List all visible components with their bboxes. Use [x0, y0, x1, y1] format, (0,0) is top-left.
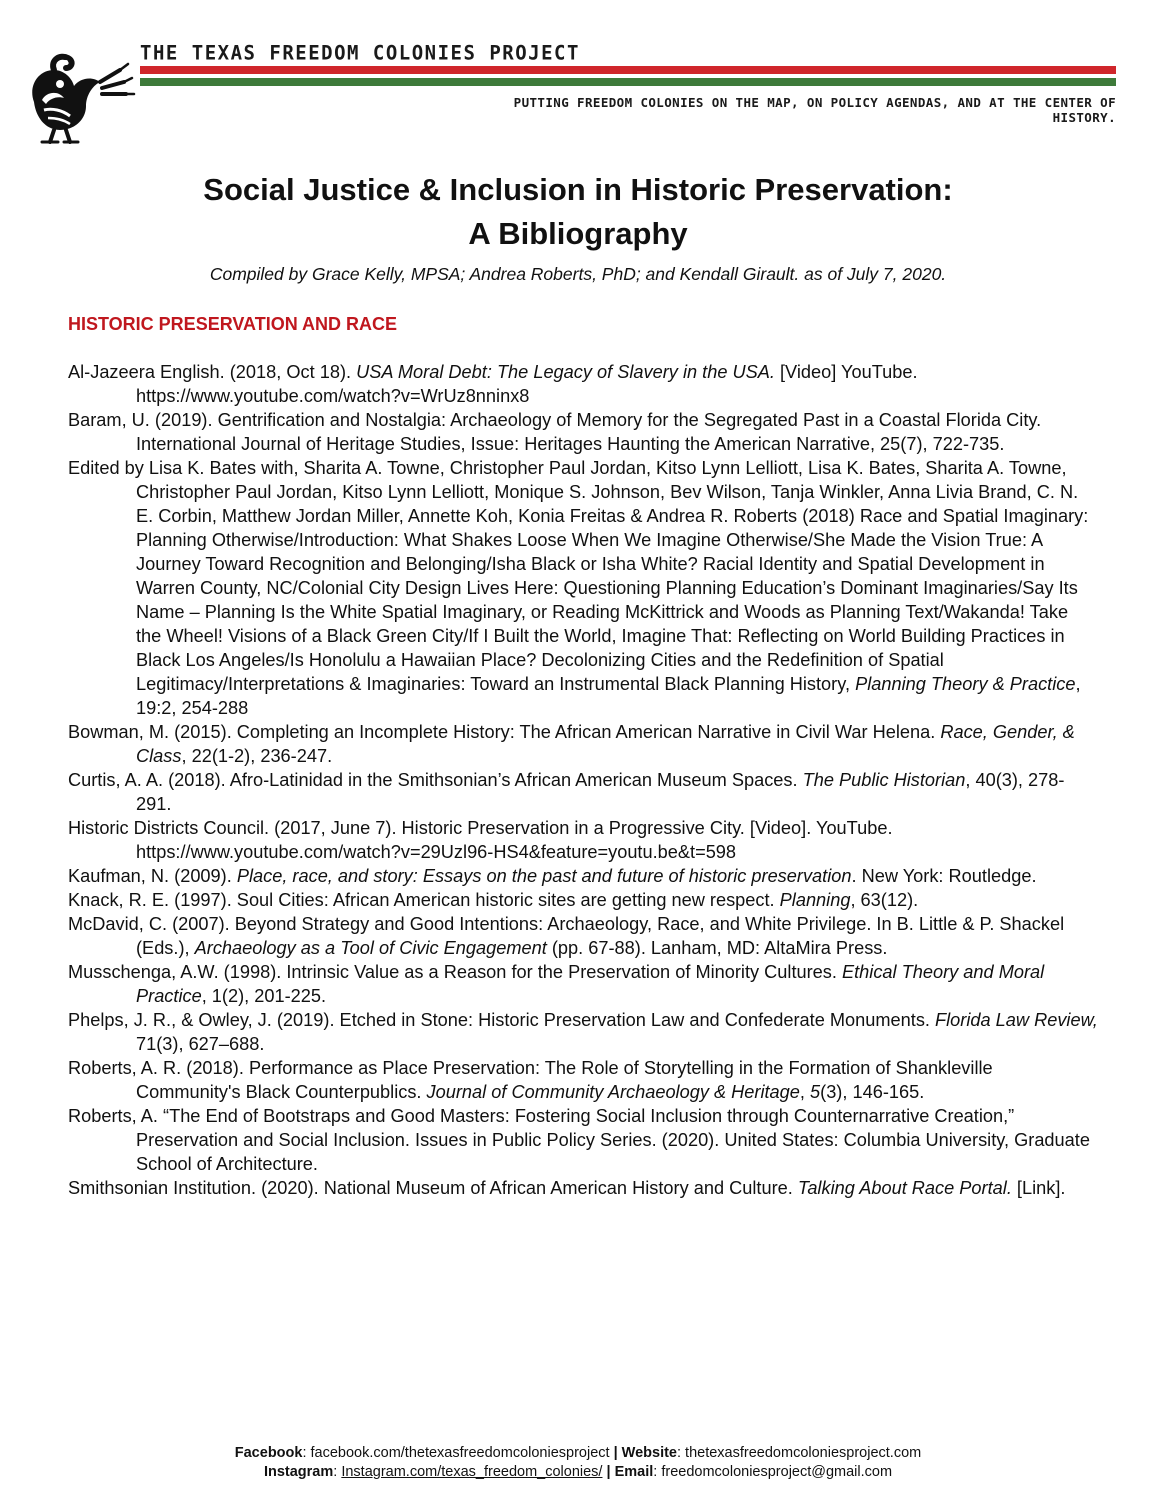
ref-title: Planning Theory & Practice [855, 674, 1076, 694]
reference-entry [68, 408, 1098, 456]
reference-entry [68, 456, 1098, 720]
reference-entry [68, 768, 1098, 816]
ref-text: Roberts, A. R. (2018). Performance as Place Preservation: The Role of Storytelling in the Formation of Shankleville Community's Black Counterpublics. [68, 1058, 993, 1102]
compiled-by-line: Compiled by Grace Kelly, MPSA; Andrea Roberts, PhD; and Kendall Girault. as of July 7, 2020. [209, 264, 947, 284]
reference-entry [68, 816, 1098, 864]
ref-volume: 5 [810, 1082, 821, 1102]
tagline: PUTTING FREEDOM COLONIES ON THE MAP, ON POLICY AGENDAS, AND AT THE CENTER OF HISTORY. [513, 95, 1116, 125]
footer-text: : [333, 1464, 342, 1480]
ref-text: , 63(12). [850, 890, 919, 910]
ref-text: (3), 146-165. [820, 1082, 925, 1102]
ref-text: , [799, 1082, 811, 1102]
ref-title: Ethical Theory and Moral Practice [136, 962, 1045, 1006]
ref-text: 71(3), 627–688. [136, 1034, 265, 1054]
email-link[interactable]: : freedomcoloniesproject@gmail.com [653, 1464, 893, 1480]
email-label: Email [614, 1464, 654, 1480]
reference-list [68, 360, 1098, 1200]
ref-title: Race, Gender, & Class [136, 722, 1075, 766]
ref-text: Knack, R. E. (1997). Soul Cities: African American historic sites are getting new respect. [68, 890, 780, 910]
ref-text: Al-Jazeera English. (2018, Oct 18). [68, 362, 357, 382]
ref-text: Smithsonian Institution. (2020). National Museum of African American History and Culture. [68, 1178, 798, 1198]
ref-text: Historic Districts Council. (2017, June 7). Historic Preservation in a Progressive City. [Video]. YouTube. https://www.youtube.com/watch?v=29Uzl96-HS4&feature=youtu.be&t=598 [68, 818, 893, 862]
footer-separator: | [602, 1464, 615, 1480]
ref-text: Phelps, J. R., & Owley, J. (2019). Etched in Stone: Historic Preservation Law and Confederate Monuments. [68, 1010, 936, 1030]
contact-footer [0, 1444, 1156, 1482]
facebook-link[interactable]: : facebook.com/thetexasfreedomcoloniesproject [302, 1445, 614, 1461]
website-link[interactable]: : thetexasfreedomcoloniesproject.com [677, 1445, 922, 1461]
ref-text: Bowman, M. (2015). Completing an Incomplete History: The African American Narrative in Civil War Helena. [68, 722, 941, 742]
ref-title: Planning [779, 890, 851, 910]
ref-text: Curtis, A. A. (2018). Afro-Latinidad in the Smithsonian’s African American Museum Spaces. [68, 770, 803, 790]
document-title-line-1: Social Justice & Inclusion in Historic Preservation: [203, 172, 953, 207]
reference-entry [68, 960, 1098, 1008]
document-title-line-2: A Bibliography [468, 216, 688, 251]
letterhead [0, 0, 1156, 150]
ref-text: [Video] YouTube. https://www.youtube.com/watch?v=WrUz8nninx8 [136, 362, 918, 406]
reference-entry [68, 1104, 1098, 1176]
ref-text: , 19:2, 254-288 [136, 674, 1081, 718]
reference-entry [68, 912, 1098, 960]
ref-text: . New York: Routledge. [851, 866, 1037, 886]
ref-text: (pp. 67-88). Lanham, MD: AltaMira Press. [546, 938, 888, 958]
reference-entry [68, 1176, 1098, 1200]
reference-entry [68, 360, 1098, 408]
ref-title: Journal of Community Archaeology & Heritage [426, 1082, 800, 1102]
ref-text: [Link]. [1011, 1178, 1066, 1198]
ref-text: , 22(1-2), 236-247. [181, 746, 333, 766]
instagram-label: Instagram [263, 1464, 334, 1480]
organization-name: THE TEXAS FREEDOM COLONIES PROJECT [140, 41, 580, 65]
ref-title: USA Moral Debt: The Legacy of Slavery in the USA. [356, 362, 775, 382]
footer-line-2 [0, 1463, 1156, 1482]
ref-text: , 40(3), 278-291. [136, 770, 1065, 814]
ref-title: Archaeology as a Tool of Civic Engagement [194, 938, 547, 958]
ref-text: Baram, U. (2019). Gentrification and Nostalgia: Archaeology of Memory for the Segregated Past in a Coastal Florida City. International Journal of Heritage Studies, Issue: Heritages Haunting the American Narrative, 25(7), 722-735. [68, 410, 1042, 454]
ref-title: Talking About Race Portal. [797, 1178, 1012, 1198]
ref-title: Florida Law Review, [935, 1010, 1098, 1030]
section-heading: HISTORIC PRESERVATION AND RACE [68, 314, 398, 334]
ref-title: Place, race, and story: Essays on the past and future of historic preservation [236, 866, 852, 886]
ref-text: Roberts, A. “The End of Bootstraps and Good Masters: Fostering Social Inclusion through Counternarrative Creation,” Preservation and Social Inclusion. Issues in Public Policy Series. (2020). United States: Columbia University, Graduate School of Architecture. [68, 1106, 1090, 1174]
website-label: Website [617, 1445, 677, 1461]
ref-text: Edited by Lisa K. Bates with, Sharita A. Towne, Christopher Paul Jordan, Kitso Lynn Lelliott, Lisa K. Bates, Sharita A. Towne, Christopher Paul Jordan, Kitso Lynn Lelliott, Monique S. Johnson, Bev Wilson, Tanja Winkler, Anna Livia Brand, C. N. E. Corbin, Matthew Jordan Miller, Annette Koh, Konia Freitas & Andrea R. Roberts (2018) Race and Spatial Imaginary: Planning Otherwise/Introduction: What Shakes Loose When We Imagine Otherwise/She Made the Vision True: A Journey Toward Recognition and Belonging/Isha Black or Isha White? Racial Identity and Spatial Development in Warren County, NC/Colonial City Design Lives Here: Questioning Planning Education’s Dominant Imaginaries/Say Its Name – Planning Is the White Spatial Imaginary, or Reading McKittrick and Woods as Planning Text/Wakanda! Take the Wheel! Visions of a Black Green City/If I Built the World, Imagine That: Reflecting on World Building Practices in Black Los Angeles/Is Honolulu a Hawaiian Place? Decolonizing Cities and the Redefinition of Spatial Legitimacy/Interpretations & Imaginaries: Toward an Instrumental Black Planning History, [68, 458, 1089, 694]
reference-entry [68, 1056, 1098, 1104]
instagram-link[interactable]: Instagram.com/texas_freedom_colonies/ [341, 1464, 603, 1480]
reference-entry [68, 720, 1098, 768]
green-divider-bar [140, 78, 1116, 86]
ref-text: Kaufman, N. (2009). [68, 866, 237, 886]
title-block [0, 168, 1156, 285]
ref-text: McDavid, C. (2007). Beyond Strategy and Good Intentions: Archaeology, Race, and White Privilege. In B. Little & P. Shackel (Eds.), [68, 914, 1065, 958]
facebook-label: Facebook [234, 1445, 303, 1461]
ref-text: Musschenga, A.W. (1998). Intrinsic Value as a Reason for the Preservation of Minority Cultures. [68, 962, 842, 982]
footer-separator: | [613, 1445, 618, 1461]
reference-entry [68, 888, 1098, 912]
red-divider-bar [140, 66, 1116, 74]
footer-line-1 [0, 1444, 1156, 1463]
reference-entry [68, 1008, 1098, 1056]
ref-title: The Public Historian [802, 770, 966, 790]
reference-entry [68, 864, 1098, 888]
sankofa-bird-icon [20, 52, 138, 144]
ref-text: , 1(2), 201-225. [201, 986, 327, 1006]
